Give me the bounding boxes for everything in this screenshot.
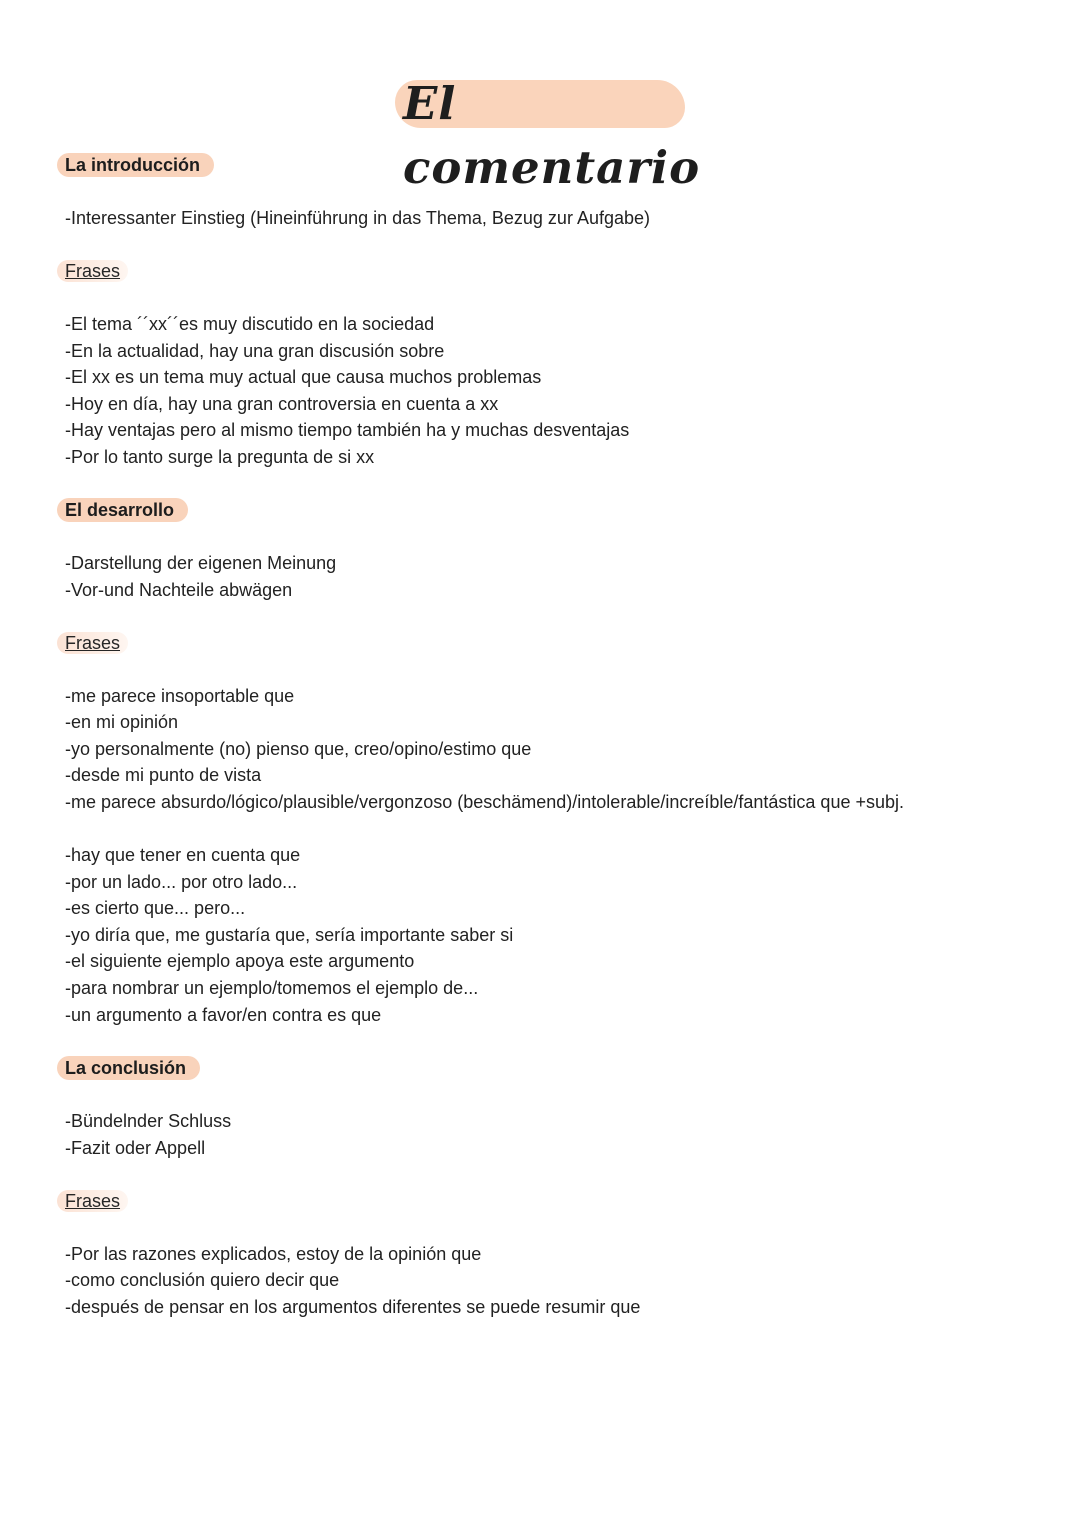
heading-introduccion: La introducción — [57, 153, 214, 177]
intro-frase: -Hoy en día, hay una gran controversia en cuenta a xx — [65, 394, 499, 414]
desarrollo-frase: -un argumento a favor/en contra es que — [65, 1005, 382, 1025]
desarrollo-frase: -hay que tener en cuenta que — [65, 845, 301, 865]
title-block — [395, 72, 701, 194]
conclusion-note: -Fazit oder Appell — [65, 1138, 206, 1158]
intro-frase: -El xx es un tema muy actual que causa muchos problemas — [65, 367, 542, 387]
frases-label-conclusion: Frases — [57, 1190, 128, 1212]
desarrollo-frase: -el siguiente ejemplo apoya este argumento — [65, 951, 415, 971]
desarrollo-frase: -es cierto que... pero... — [65, 898, 246, 918]
page-title: El comentario — [403, 77, 701, 194]
intro-frase: -El tema ´´xx´´es muy discutido en la sociedad — [65, 314, 435, 334]
intro-frase: -Por lo tanto surge la pregunta de si xx — [65, 447, 375, 467]
intro-frase: -Hay ventajas pero al mismo tiempo también ha y muchas desventajas — [65, 420, 630, 440]
conclusion-frase: -después de pensar en los argumentos diferentes se puede resumir que — [65, 1297, 641, 1317]
desarrollo-frase: -desde mi punto de vista — [65, 765, 262, 785]
desarrollo-frase: -por un lado... por otro lado... — [65, 872, 298, 892]
desarrollo-note: -Vor-und Nachteile abwägen — [65, 580, 293, 600]
heading-desarrollo: El desarrollo — [57, 498, 188, 522]
conclusion-frase: -Por las razones explicados, estoy de la opinión que — [65, 1244, 482, 1264]
desarrollo-frase: -me parece insoportable que — [65, 686, 295, 706]
conclusion-frase: -como conclusión quiero decir que — [65, 1270, 340, 1290]
desarrollo-frase: -yo diría que, me gustaría que, sería importante saber si — [65, 925, 514, 945]
frases-label-intro: Frases — [57, 260, 128, 282]
desarrollo-note: -Darstellung der eigenen Meinung — [65, 553, 337, 573]
desarrollo-frase: -me parece absurdo/lógico/plausible/vergonzoso (beschämend)/intolerable/increíble/fantástica que +subj. — [65, 792, 904, 812]
desarrollo-frase: -en mi opinión — [65, 712, 179, 732]
intro-frase: -En la actualidad, hay una gran discusión sobre — [65, 341, 445, 361]
desarrollo-frase: -para nombrar un ejemplo/tomemos el ejemplo de... — [65, 978, 479, 998]
intro-note: -Interessanter Einstieg (Hineinführung in das Thema, Bezug zur Aufgabe) — [65, 208, 650, 228]
conclusion-note: -Bündelnder Schluss — [65, 1111, 232, 1131]
heading-conclusion: La conclusión — [57, 1056, 200, 1080]
desarrollo-frase: -yo personalmente (no) pienso que, creo/opino/estimo que — [65, 739, 532, 759]
frases-label-desarrollo: Frases — [57, 632, 128, 654]
